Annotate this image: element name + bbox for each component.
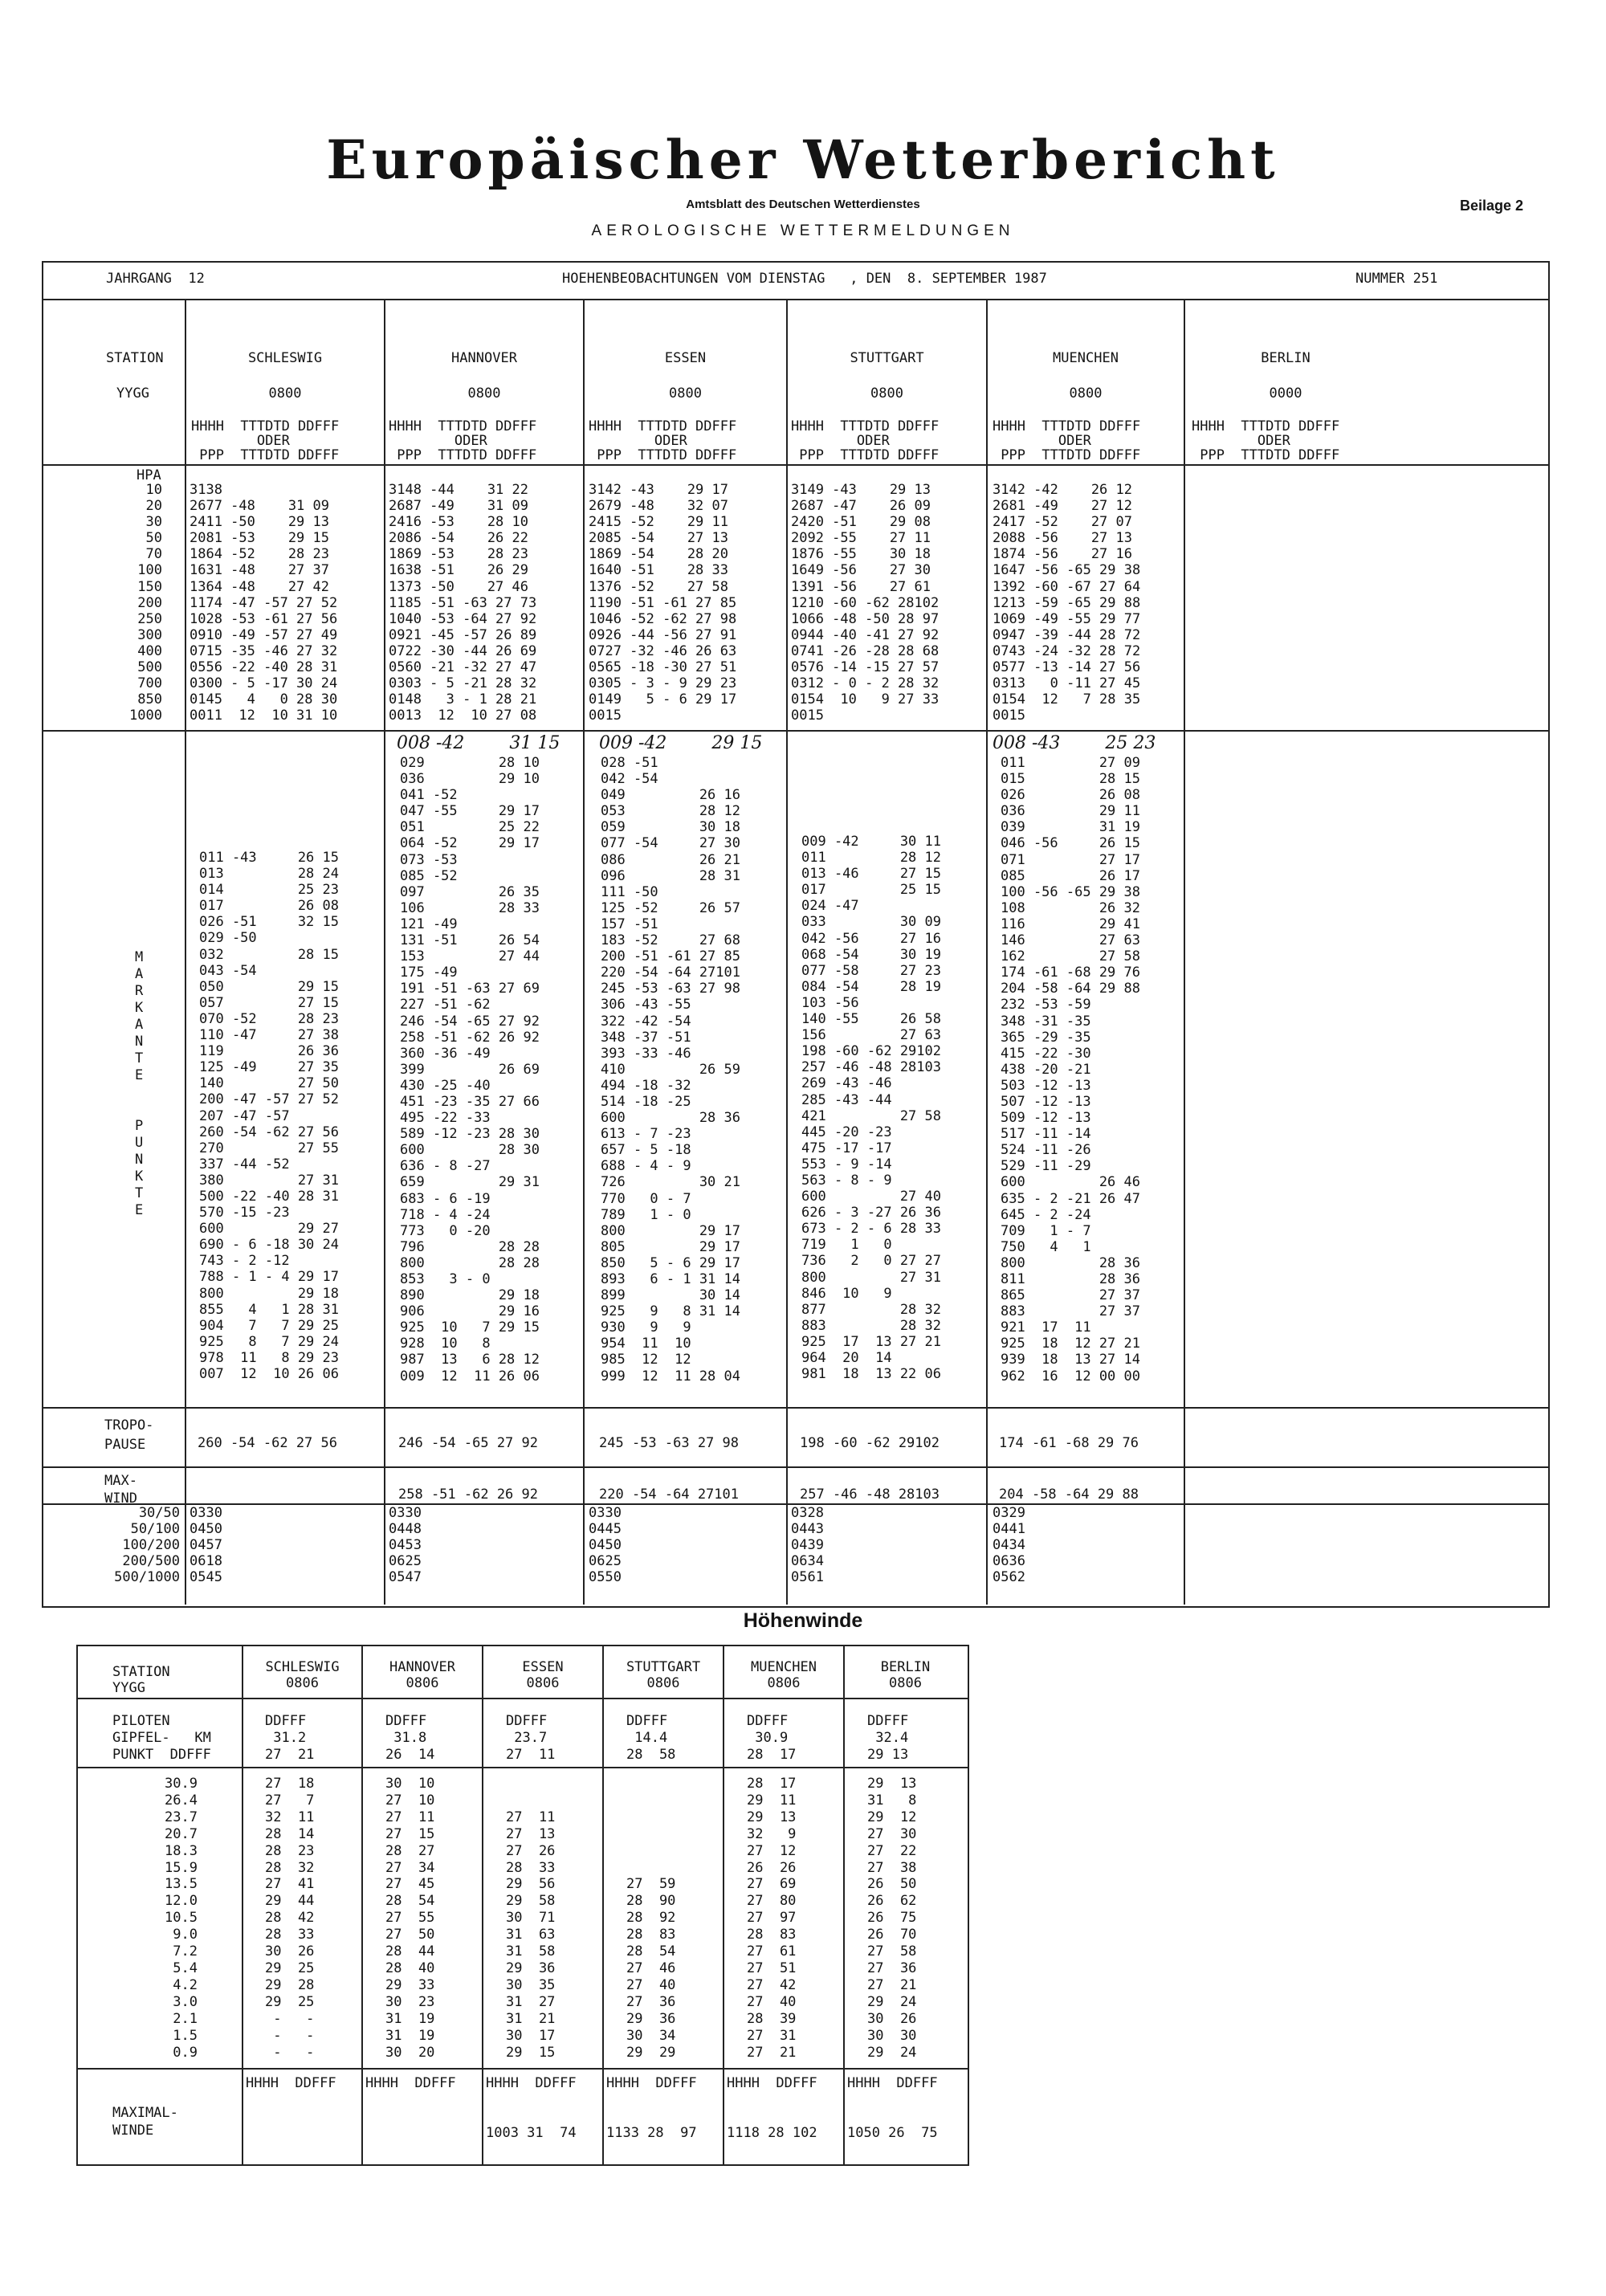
- col-header: PPP TTTDTD DDFFF: [1192, 447, 1340, 463]
- significant-points: 011 27 09 015 28 15 026 26 08 036 29 11 039 31 19 046 -56 26 15 071 27 17 085 26 17 100 -56 -65 29 38 108 26 32 116 29 41 146 27 63 162 27 58 174 -61 -68 29 76 204 -58 -64 29 88 232 -53 -59 348 -31 -35 365 -29 -35 415 -22 -30 438 -20 -21 503 -12 -13 507 -12 -13 509 -12 -13 517 -11 -14 524 -11 -26 529 -11 -29 600 26 46 635 - 2 -21 26 47 645 - 2 -24 709 1 - 7 750 4 1 800 28 36 811 28 36 865 27 37 883 27 37 921 17 11 925 18 12 27 21 939 18 13 27 14 962 16 12 00 00: [1001, 755, 1140, 1385]
- wind-values: 27 18 27 7 32 11 28 14 28 23 28 32 27 41 29 44 28 42 28 33 30 26 29 25 29 28 29 25 - - - - - -: [265, 1776, 315, 2061]
- col-header: ODER: [191, 433, 290, 449]
- page-title: Europäischer Wetterbericht: [326, 128, 1280, 191]
- winds-station-time: 0806: [526, 1675, 560, 1691]
- station-name: BERLIN: [1261, 350, 1310, 366]
- tropopause-value: 174 -61 -68 29 76: [999, 1435, 1139, 1451]
- thickness-values: 0330 0445 0450 0625 0550: [589, 1505, 622, 1586]
- wind-values: 30 10 27 10 27 11 27 15 28 27 27 34 27 45 28 54 27 55 27 50 28 44 28 40 29 33 30 23 31 19 31 19 30 20: [385, 1776, 435, 2061]
- winds-station-time: 0806: [646, 1675, 680, 1691]
- winds-rule-data: [76, 2068, 968, 2070]
- maxwind-label: MAX- WIND: [104, 1473, 137, 1507]
- wind-values: 28 17 29 11 29 13 32 9 27 12 26 26 27 69 27 80 27 97 28 83 27 61 27 51 27 42 27 40 28 39 27 31 27 21: [747, 1776, 797, 2061]
- maximal-winde-label: MAXIMAL- WINDE: [112, 2105, 178, 2139]
- winds-station-time: 0806: [406, 1675, 439, 1691]
- rule-tropo-bottom: [42, 1466, 1548, 1468]
- rule-col-4: [786, 299, 788, 1605]
- handwritten-note: 009 -42 29 15: [599, 733, 763, 753]
- winds-station-name: MUENCHEN: [751, 1659, 817, 1675]
- std-level-data: 3142 -43 29 17 2679 -48 32 07 2415 -52 29 11 2085 -54 27 13 1869 -54 28 20 1640 -51 28 33 1376 -52 27 58 1190 -51 -61 27 85 1046 -52 -62 27 98 0926 -44 -56 27 91 0727 -32 -46 26 63 0565 -18 -30 27 51 0305 - 3 - 9 29 23 0149 5 - 6 29 17 0015: [589, 482, 737, 724]
- station-time: 0800: [268, 385, 302, 402]
- max-wind-header: HHHH DDFFF: [365, 2075, 456, 2091]
- significant-points: 028 -51 042 -54 049 26 16 053 28 12 059 30 18 077 -54 27 30 086 26 21 096 28 31 111 -50 125 -52 26 57 157 -51 183 -52 27 68 200 -51 -61 27 85 220 -54 -64 27101 245 -53 -63 27 98 306 -43 -55 322 -42 -54 348 -37 -51 393 -33 -46 410 26 59 494 -18 -32 514 -18 -25 600 28 36 613 - 7 -23 657 - 5 -18 688 - 4 - 9 726 30 21 770 0 - 7 789 1 - 0 800 29 17 805 29 17 850 5 - 6 29 17 893 6 - 1 31 14 899 30 14 925 9 8 31 14 930 9 9 954 11 10 985 12 12 999 12 11 28 04: [601, 755, 740, 1385]
- maxwind-value: 204 -58 -64 29 88: [999, 1486, 1139, 1503]
- handwritten-note: 008 -42 31 15: [397, 733, 560, 753]
- rule-col-1: [185, 299, 186, 1605]
- winds-col-2: [361, 1645, 363, 2164]
- winds-station-time: 0806: [889, 1675, 922, 1691]
- markante-punkte-label: M A R K A N T E P U N K T E: [135, 949, 144, 1218]
- max-wind-value: 1133 28 97: [606, 2125, 697, 2141]
- col-header: ODER: [993, 433, 1091, 449]
- wind-values: 27 11 27 13 27 26 28 33 29 56 29 58 30 71 31 63 31 58 29 36 30 35 31 27 31 21 30 17 29 15: [506, 1809, 556, 2061]
- col-header: HHHH TTTDTD DDFFF: [1192, 418, 1340, 434]
- col-header: HHHH TTTDTD DDFFF: [191, 418, 340, 434]
- hoehenwinde-title: Höhenwinde: [743, 1609, 863, 1632]
- handwritten-note: 008 -43 25 23: [993, 733, 1156, 753]
- piloten-values: DDFFF 31.2 27 21: [265, 1713, 315, 1763]
- rule-col-2: [384, 299, 385, 1605]
- max-wind-header: HHHH DDFFF: [246, 2075, 336, 2091]
- station-time: 0800: [467, 385, 501, 402]
- winds-col-1: [242, 1645, 243, 2164]
- hpa-label: HPA: [137, 467, 161, 483]
- thickness-values: 0328 0443 0439 0634 0561: [791, 1505, 824, 1586]
- section-title: AEROLOGISCHE WETTERMELDUNGEN: [591, 222, 1015, 239]
- col-header: PPP TTTDTD DDFFF: [993, 447, 1141, 463]
- winds-station-name: SCHLESWIG: [265, 1659, 340, 1675]
- winds-station-name: HANNOVER: [389, 1659, 455, 1675]
- thickness-values: 0329 0441 0434 0636 0562: [993, 1505, 1025, 1586]
- station-time: 0800: [870, 385, 903, 402]
- wind-values: 29 13 31 8 29 12 27 30 27 22 27 38 26 50 26 62 26 75 26 70 27 58 27 36 27 21 29 24 30 26 30 30 29 24: [867, 1776, 917, 2061]
- maxwind-value: 258 -51 -62 26 92: [398, 1486, 538, 1503]
- report-number: NUMMER 251: [1355, 271, 1438, 287]
- col-header: PPP TTTDTD DDFFF: [191, 447, 340, 463]
- station-name: ESSEN: [664, 350, 707, 366]
- significant-points: 029 28 10 036 29 10 041 -52 047 -55 29 17 051 25 22 064 -52 29 17 073 -53 085 -52 097 26 35 106 28 33 121 -49 131 -51 26 54 153 27 44 175 -49 191 -51 -63 27 69 227 -51 -62 246 -54 -65 27 92 258 -51 -62 26 92 360 -36 -49 399 26 69 430 -25 -40 451 -23 -35 27 66 495 -22 -33 589 -12 -23 28 30 600 28 30 636 - 8 -27 659 29 31 683 - 6 -19 718 - 4 -24 773 0 -20 796 28 28 800 28 28 853 3 - 0 890 29 18 906 29 16 925 10 7 29 15 928 10 8 987 13 6 28 12 009 12 11 26 06: [400, 755, 540, 1385]
- col-header: HHHH TTTDTD DDFFF: [791, 418, 940, 434]
- winds-col-4: [602, 1645, 604, 2164]
- max-wind-value: 1050 26 75: [847, 2125, 938, 2141]
- std-level-data: 3142 -42 26 12 2681 -49 27 12 2417 -52 27 07 2088 -56 27 13 1874 -56 27 16 1647 -56 -65 29 38 1392 -60 -67 27 64 1213 -59 -65 29 88 1069 -49 -55 29 77 0947 -39 -44 28 72 0743 -24 -32 28 72 0577 -13 -14 27 56 0313 0 -11 27 45 0154 12 7 28 35 0015: [993, 482, 1141, 724]
- station-name: HANNOVER: [451, 350, 517, 366]
- col-header: HHHH TTTDTD DDFFF: [993, 418, 1141, 434]
- piloten-values: DDFFF 30.9 28 17: [747, 1713, 797, 1763]
- thickness-values: 0330 0450 0457 0618 0545: [190, 1505, 222, 1586]
- station-label: STATION: [106, 350, 164, 366]
- station-name: STUTTGART: [850, 350, 924, 366]
- piloten-values: DDFFF 32.4 29 13: [867, 1713, 909, 1763]
- rule-std-top: [42, 464, 1548, 466]
- max-wind-header: HHHH DDFFF: [486, 2075, 577, 2091]
- report-description: HOEHENBEOBACHTUNGEN VOM DIENSTAG , DEN 8. SEPTEMBER 1987: [562, 271, 1047, 287]
- rule-col-6: [1184, 299, 1185, 1605]
- col-header: ODER: [589, 433, 687, 449]
- tropopause-value: 198 -60 -62 29102: [800, 1435, 940, 1451]
- page-subtitle: Amtsblatt des Deutschen Wetterdienstes: [686, 198, 920, 211]
- rule-col-3: [583, 299, 585, 1605]
- maxwind-value: 257 -46 -48 28103: [800, 1486, 940, 1503]
- piloten-label: PILOTEN GIPFEL- KM PUNKT DDFFF: [112, 1713, 211, 1763]
- piloten-values: DDFFF 14.4 28 58: [626, 1713, 676, 1763]
- winds-col-6: [843, 1645, 845, 2164]
- col-header: ODER: [791, 433, 890, 449]
- hpa-levels: 10 20 30 50 70 100 150 200 250 300 400 500 700 850 1000: [129, 482, 162, 724]
- col-header: PPP TTTDTD DDFFF: [589, 447, 737, 463]
- winds-station-label: STATION YYGG: [112, 1664, 170, 1697]
- rule-std-bottom: [42, 730, 1548, 732]
- winds-col-5: [723, 1645, 724, 2164]
- col-header: PPP TTTDTD DDFFF: [791, 447, 940, 463]
- yygg-label: YYGG: [116, 385, 149, 402]
- significant-points: 009 -42 30 11 011 28 12 013 -46 27 15 017 25 15 024 -47 033 30 09 042 -56 27 16 068 -54 30 19 077 -58 27 23 084 -54 28 19 103 -56 140 -55 26 58 156 27 63 198 -60 -62 29102 257 -46 -48 28103 269 -43 -46 285 -43 -44 421 27 58 445 -20 -23 475 -17 -17 553 - 9 -14 563 - 8 - 9 600 27 40 626 - 3 -27 26 36 673 - 2 - 6 28 33 719 1 0 736 2 0 27 27 800 27 31 846 10 9 877 28 32 883 28 32 925 17 13 27 21 964 20 14 981 18 13 22 06: [801, 834, 941, 1383]
- piloten-values: DDFFF 31.8 26 14: [385, 1713, 435, 1763]
- wind-heights: 30.9 26.4 23.7 20.7 18.3 15.9 13.5 12.0 10.5 9.0 7.2 5.4 4.2 3.0 2.1 1.5 0.9: [165, 1776, 198, 2061]
- station-time: 0000: [1269, 385, 1302, 402]
- max-wind-value: 1003 31 74: [486, 2125, 577, 2141]
- rule-header: [42, 299, 1548, 300]
- max-wind-header: HHHH DDFFF: [727, 2075, 817, 2091]
- col-header: PPP TTTDTD DDFFF: [389, 447, 537, 463]
- col-header: ODER: [389, 433, 487, 449]
- station-time: 0800: [669, 385, 702, 402]
- rule-col-5: [986, 299, 988, 1605]
- winds-station-name: BERLIN: [880, 1659, 931, 1675]
- tropopause-label: TROPO- PAUSE: [104, 1417, 154, 1453]
- beilage-label: Beilage 2: [1460, 198, 1524, 214]
- tropopause-value: 245 -53 -63 27 98: [599, 1435, 739, 1451]
- winds-station-name: ESSEN: [522, 1659, 564, 1675]
- winds-station-time: 0806: [286, 1675, 319, 1691]
- thickness-label: 30/50 50/100 100/200 200/500 500/1000: [114, 1505, 180, 1586]
- max-wind-header: HHHH DDFFF: [606, 2075, 697, 2091]
- std-level-data: 3148 -44 31 22 2687 -49 31 09 2416 -53 28 10 2086 -54 26 22 1869 -53 28 23 1638 -51 26 29 1373 -50 27 46 1185 -51 -63 27 73 1040 -53 -64 27 92 0921 -45 -57 26 89 0722 -30 -44 26 69 0560 -21 -32 27 47 0303 - 5 -21 28 32 0148 3 - 1 28 21 0013 12 10 27 08: [389, 482, 537, 724]
- jahrgang: JAHRGANG 12: [106, 271, 205, 287]
- winds-col-3: [482, 1645, 483, 2164]
- station-time: 0800: [1069, 385, 1103, 402]
- col-header: HHHH TTTDTD DDFFF: [589, 418, 737, 434]
- station-name: MUENCHEN: [1053, 350, 1119, 366]
- piloten-values: DDFFF 23.7 27 11: [506, 1713, 556, 1763]
- tropopause-value: 260 -54 -62 27 56: [198, 1435, 337, 1451]
- winds-rule-piloten: [76, 1767, 968, 1768]
- winds-station-name: STUTTGART: [626, 1659, 701, 1675]
- max-wind-value: 1118 28 102: [727, 2125, 817, 2141]
- tropopause-value: 246 -54 -65 27 92: [398, 1435, 538, 1451]
- wind-values: 27 59 28 90 28 92 28 83 28 54 27 46 27 40 27 36 29 36 30 34 29 29: [626, 1876, 676, 2061]
- thickness-values: 0330 0448 0453 0625 0547: [389, 1505, 422, 1586]
- winds-station-time: 0806: [767, 1675, 801, 1691]
- winds-rule-header: [76, 1698, 968, 1699]
- col-header: HHHH TTTDTD DDFFF: [389, 418, 537, 434]
- significant-points: 011 -43 26 15 013 28 24 014 25 23 017 26 08 026 -51 32 15 029 -50 032 28 15 043 -54 050 29 15 057 27 15 070 -52 28 23 110 -47 27 38 119 26 36 125 -49 27 35 140 27 50 200 -47 -57 27 52 207 -47 -57 260 -54 -62 27 56 270 27 55 337 -44 -52 380 27 31 500 -22 -40 28 31 570 -15 -23 600 29 27 690 - 6 -18 30 24 743 - 2 -12 788 - 1 - 4 29 17 800 29 18 855 4 1 28 31 904 7 7 29 25 925 8 7 29 24 978 11 8 29 23 007 12 10 26 06: [199, 850, 339, 1382]
- station-name: SCHLESWIG: [247, 350, 323, 366]
- std-level-data: 3149 -43 29 13 2687 -47 26 09 2420 -51 29 08 2092 -55 27 11 1876 -55 30 18 1649 -56 27 30 1391 -56 27 61 1210 -60 -62 28102 1066 -48 -50 28 97 0944 -40 -41 27 92 0741 -26 -28 28 68 0576 -14 -15 27 57 0312 - 0 - 2 28 32 0154 10 9 27 33 0015: [791, 482, 940, 724]
- rule-merk-bottom: [42, 1407, 1548, 1409]
- col-header: ODER: [1192, 433, 1290, 449]
- std-level-data: 3138 2677 -48 31 09 2411 -50 29 13 2081 -53 29 15 1864 -52 28 23 1631 -48 27 37 1364 -48 27 42 1174 -47 -57 27 52 1028 -53 -61 27 56 0910 -49 -57 27 49 0715 -35 -46 27 32 0556 -22 -40 28 31 0300 - 5 -17 30 24 0145 4 0 28 30 0011 12 10 31 10: [190, 482, 338, 724]
- max-wind-header: HHHH DDFFF: [847, 2075, 938, 2091]
- maxwind-value: 220 -54 -64 27101: [599, 1486, 739, 1503]
